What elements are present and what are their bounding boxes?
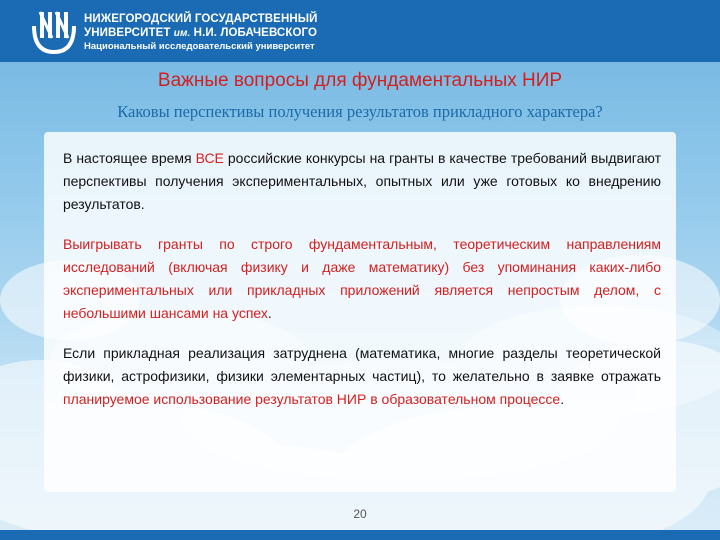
- paragraph-requirements-start: В настоящее время: [63, 150, 196, 166]
- paragraph-applied-advice: [63, 342, 661, 411]
- page-number: 20: [353, 507, 367, 521]
- university-name-line2-im: им.: [173, 28, 191, 39]
- paragraph-grants-warning-text: Выигрывать гранты по строго фундаментальным, теоретическим направлениям исследований (включая физику и даже математику) без упоминания каких-либо экспериментальных или прикладных приложений является непростым делом, с небольшими шансами на успех: [63, 236, 661, 321]
- paragraph-applied-advice-start: Если прикладная реализация затруднена (математика, многие разделы теоретической физики, астрофизики, физики элементарных частиц), то желательно в заявке отражать: [63, 345, 661, 384]
- slide-title: Важные вопросы для фундаментальных НИР: [157, 70, 563, 91]
- paragraph-requirements-end: российские конкурсы на гранты в качестве требований выдвигают перспективы получения экспериментальных, опытных или уже готовых ко внедрению результатов.: [63, 150, 661, 212]
- university-logo-icon: [30, 8, 78, 54]
- paragraph-requirements: [63, 147, 661, 216]
- highlight-all: ВСЕ: [195, 150, 224, 166]
- paragraph-applied-advice-period: .: [560, 391, 565, 407]
- university-name-line2-a: УНИВЕРСИТЕТ: [84, 27, 171, 39]
- footer-bar: [0, 530, 720, 540]
- university-status-line: Национальный исследовательский университет: [84, 41, 315, 52]
- university-name-line2-b: Н.И. ЛОБАЧЕВСКОГО: [193, 27, 317, 39]
- slide-subtitle: Каковы перспективы получения результатов прикладного характера?: [117, 102, 603, 121]
- paragraph-grants-warning-period: .: [267, 305, 272, 321]
- university-name-line1: НИЖЕГОРОДСКИЙ ГОСУДАРСТВЕННЫЙ: [84, 13, 318, 25]
- university-name-line2: [84, 27, 317, 39]
- university-header-bar: [0, 0, 720, 62]
- paragraph-grants-warning: [63, 233, 661, 325]
- highlight-educational-use: планируемое использование результатов НИР в образовательном процессе: [63, 391, 561, 407]
